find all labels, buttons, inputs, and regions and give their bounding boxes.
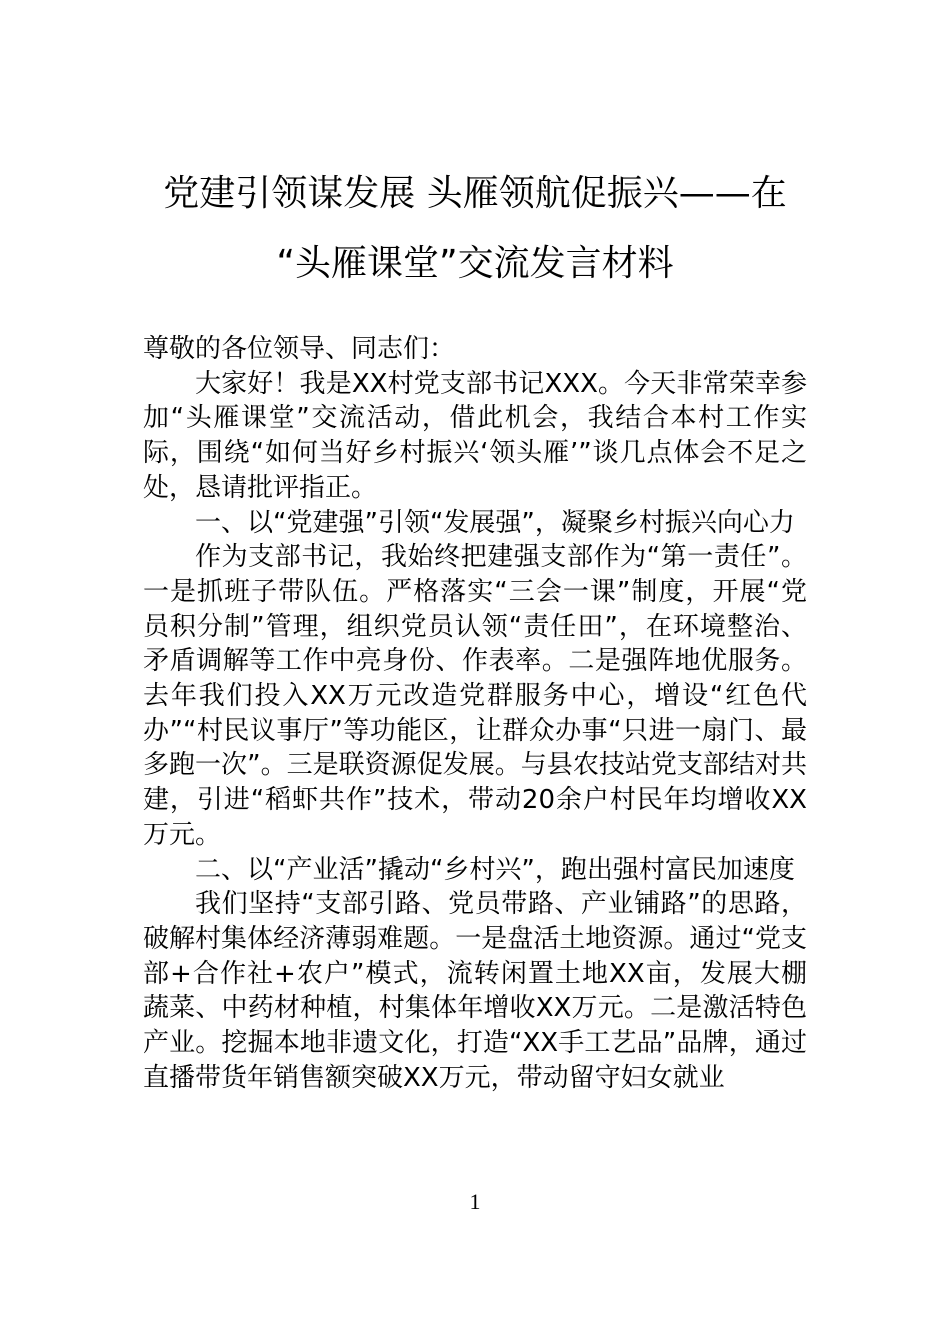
- section-heading-1: 一、以“党建强”引领“发展强”，凝聚乡村振兴向心力: [195, 507, 795, 538]
- paragraph-section-2: 我们坚持“支部引路、党员带路、产业铺路”的思路，破解村集体经济薄弱难题。一是盘活土地资源。通过“党支部+合作社+农户”模式，流转闲置土地XX亩，发展大棚蔬菜、中药材种植，村集体年增收XX万元。二是激活特色产业。挖掘本地非遗文化，打造“XX手工艺品”品牌，通过直播带货年销售额突破XX万元，带动留守妇女就业: [143, 889, 807, 1093]
- section-heading-2: 二、以“产业活”撬动“乡村兴”，跑出强村富民加速度: [195, 854, 795, 885]
- paragraph-opening: 大家好！我是XX村党支部书记XXX。今天非常荣幸参加“头雁课堂”交流活动，借此机会，我结合本村工作实际，围绕“如何当好乡村振兴‘领头雁’”谈几点体会不足之处，恳请批评指正。: [143, 368, 807, 503]
- page-number: 1: [469, 1189, 481, 1214]
- document-title-line-2: “头雁课堂”交流发言材料: [276, 243, 674, 284]
- document-body: [143, 332, 807, 1095]
- document-title-line-1: 党建引领谋发展 头雁领航促振兴——在: [163, 173, 787, 214]
- salutation: 尊敬的各位领导、同志们：: [143, 334, 456, 364]
- paragraph-section-1: 作为支部书记，我始终把建强支部作为“第一责任”。一是抓班子带队伍。严格落实“三会一课”制度，开展“党员积分制”管理，组织党员认领“责任田”，在环境整治、矛盾调解等工作中亮身份、作表率。二是强阵地优服务。去年我们投入XX万元改造党群服务中心，增设“红色代办”“村民议事厅”等功能区，让群众办事“只进一扇门、最多跑一次”。三是联资源促发展。与县农技站党支部结对共建，引进“稻虾共作”技术，带动20余户村民年均增收XX万元。: [143, 542, 807, 850]
